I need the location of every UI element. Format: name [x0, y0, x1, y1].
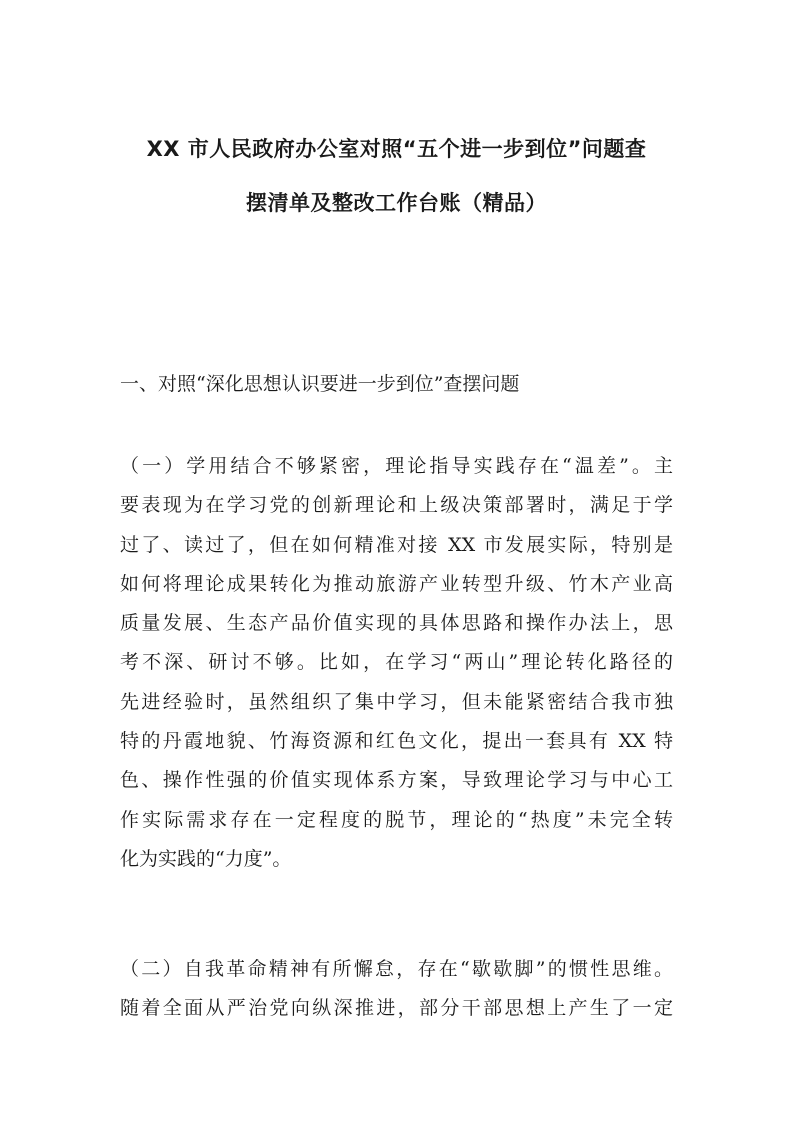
paragraph-1 — [120, 447, 673, 879]
paragraph-line: 过了、读过了，但在如何精准对接 XX 市发展实际，特别是 — [120, 533, 673, 556]
paragraph-line: 如何将理论成果转化为推动旅游产业转型升级、竹木产业高 — [120, 572, 673, 595]
paragraph-2 — [120, 950, 673, 1029]
paragraph-line: 要表现为在学习党的创新理论和上级决策部署时，满足于学 — [120, 494, 673, 517]
paragraph-line: 先进经验时，虽然组织了集中学习，但未能紧密结合我市独 — [120, 690, 673, 713]
paragraph-line: 质量发展、生态产品价值实现的具体思路和操作办法上，思 — [120, 612, 673, 635]
paragraph-line: 色、操作性强的价值实现体系方案，导致理论学习与中心工 — [120, 769, 673, 792]
paragraph-line: 作实际需求存在一定程度的脱节，理论的“热度”未完全转 — [120, 808, 673, 831]
title-line: XX 市人民政府办公室对照“五个进一步到位”问题查 — [146, 137, 647, 161]
paragraph-line: 随着全面从严治党向纵深推进，部分干部思想上产生了一定 — [120, 997, 673, 1020]
document-title — [100, 122, 693, 230]
title-line: 摆清单及整改工作台账（精品） — [246, 191, 547, 215]
paragraph-line: （一）学用结合不够紧密，理论指导实践存在“温差”。主 — [120, 455, 673, 477]
paragraph-line: （二）自我革命精神有所懈怠，存在“歇歇脚”的惯性思维。 — [120, 958, 673, 980]
paragraph-line: 特的丹霞地貌、竹海资源和红色文化，提出一套具有 XX 特 — [120, 730, 673, 753]
section-heading: 一、对照“深化思想认识要进一步到位”查摆问题 — [120, 373, 520, 395]
paragraph-line: 化为实践的“力度”。 — [120, 847, 292, 870]
paragraph-line: 考不深、研讨不够。比如，在学习“两山”理论转化路径的 — [120, 651, 673, 674]
